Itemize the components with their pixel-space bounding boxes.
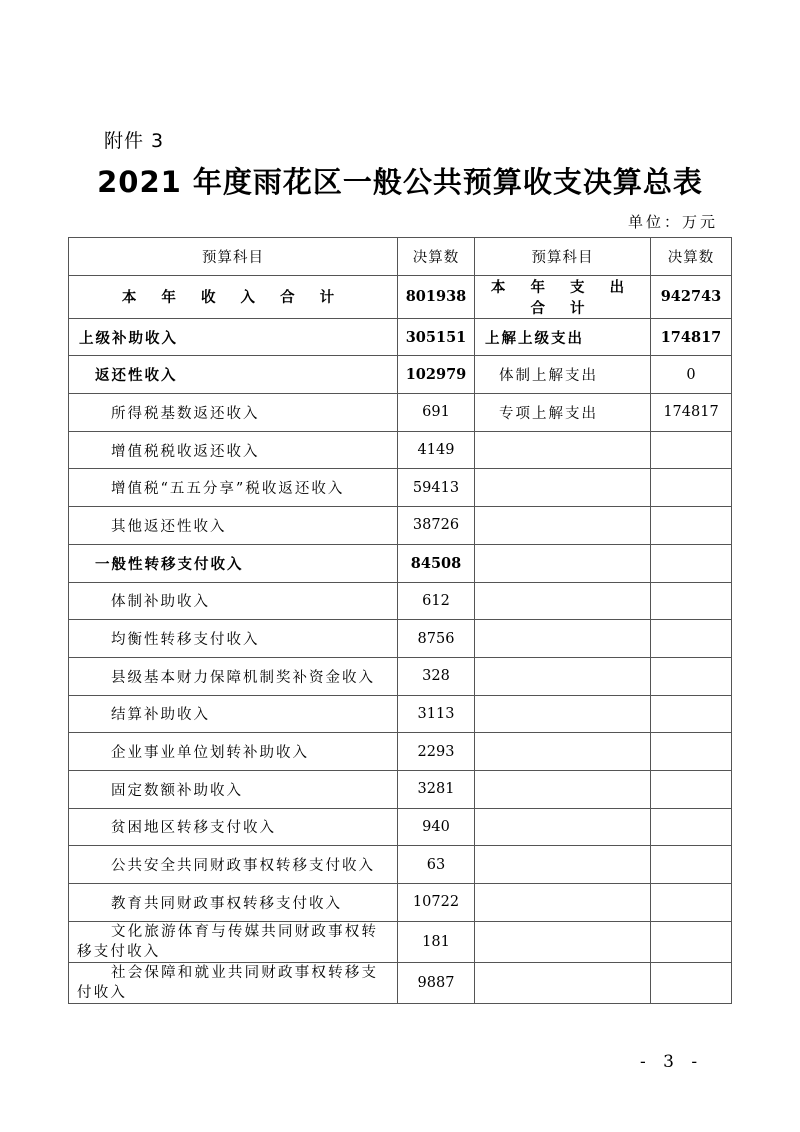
column-header-expense-amount: 决算数 [651,238,732,276]
empty-cell [475,582,651,620]
row-label: 体制上解支出 [475,356,651,394]
row-value: 305151 [398,318,475,356]
table-row [69,884,732,922]
expense-total-label: 本 年 支 出 合 计 [475,275,651,318]
row-label: 所得税基数返还收入 [69,394,398,432]
row-value: 3113 [398,695,475,733]
table-row [69,469,732,507]
row-label: 专项上解支出 [475,394,651,432]
row-value: 59413 [398,469,475,507]
row-label: 固定数额补助收入 [69,770,398,808]
empty-cell [475,846,651,884]
table-row [69,620,732,658]
empty-cell [475,770,651,808]
table-row [69,921,732,962]
row-value: 8756 [398,620,475,658]
income-total-value: 801938 [398,275,475,318]
empty-cell [651,582,732,620]
table-row [69,733,732,771]
empty-cell [651,962,732,1003]
expense-total-value: 942743 [651,275,732,318]
empty-cell [475,808,651,846]
row-label: 体制补助收入 [69,582,398,620]
table-row [69,394,732,432]
row-value: 174817 [651,394,732,432]
row-value: 38726 [398,507,475,545]
row-label: 公共安全共同财政事权转移支付收入 [69,846,398,884]
empty-cell [475,657,651,695]
row-label: 文化旅游体育与传媒共同财政事权转移支付收入 [69,921,398,962]
table-header-row [69,238,732,276]
table-row [69,657,732,695]
row-value: 102979 [398,356,475,394]
empty-cell [651,733,732,771]
empty-cell [475,695,651,733]
column-header-income-amount: 决算数 [398,238,475,276]
row-value: 9887 [398,962,475,1003]
row-value: 3281 [398,770,475,808]
table-row [69,507,732,545]
row-label: 企业事业单位划转补助收入 [69,733,398,771]
empty-cell [475,620,651,658]
page-number: - 3 - [640,1052,704,1072]
row-label: 教育共同财政事权转移支付收入 [69,884,398,922]
row-value: 0 [651,356,732,394]
empty-cell [651,884,732,922]
table-row [69,770,732,808]
empty-cell [651,657,732,695]
table-row [69,962,732,1003]
table-row [69,808,732,846]
row-value: 4149 [398,431,475,469]
table-row-total [69,275,732,318]
empty-cell [651,846,732,884]
table-row [69,318,732,356]
row-value: 181 [398,921,475,962]
table-row [69,582,732,620]
empty-cell [651,921,732,962]
attachment-label: 附件 3 [104,130,165,152]
budget-summary-table [68,237,732,1004]
row-label: 上级补助收入 [69,318,398,356]
row-value: 612 [398,582,475,620]
row-value: 940 [398,808,475,846]
row-label: 结算补助收入 [69,695,398,733]
empty-cell [475,469,651,507]
empty-cell [651,695,732,733]
row-label: 社会保障和就业共同财政事权转移支付收入 [69,962,398,1003]
row-label: 其他返还性收入 [69,507,398,545]
income-total-label: 本 年 收 入 合 计 [69,275,398,318]
empty-cell [651,770,732,808]
row-label: 均衡性转移支付收入 [69,620,398,658]
row-value: 174817 [651,318,732,356]
row-label: 增值税税收返还收入 [69,431,398,469]
table-row [69,695,732,733]
empty-cell [651,507,732,545]
column-header-expense-item: 预算科目 [475,238,651,276]
row-label: 贫困地区转移支付收入 [69,808,398,846]
row-label: 增值税“五五分享”税收返还收入 [69,469,398,507]
empty-cell [651,469,732,507]
empty-cell [651,808,732,846]
empty-cell [475,884,651,922]
empty-cell [475,733,651,771]
row-label: 上解上级支出 [475,318,651,356]
table-row [69,431,732,469]
table-row [69,544,732,582]
table-row [69,356,732,394]
empty-cell [651,544,732,582]
row-value: 10722 [398,884,475,922]
row-label: 一般性转移支付收入 [69,544,398,582]
empty-cell [651,431,732,469]
empty-cell [475,962,651,1003]
unit-label: 单位：万元 [627,213,718,231]
empty-cell [475,544,651,582]
empty-cell [475,431,651,469]
row-value: 328 [398,657,475,695]
row-value: 84508 [398,544,475,582]
row-label: 县级基本财力保障机制奖补资金收入 [69,657,398,695]
row-label: 返还性收入 [69,356,398,394]
empty-cell [475,507,651,545]
empty-cell [475,921,651,962]
column-header-income-item: 预算科目 [69,238,398,276]
page-title: 2021 年度雨花区一般公共预算收支决算总表 [97,165,703,199]
row-value: 691 [398,394,475,432]
table-row [69,846,732,884]
empty-cell [651,620,732,658]
row-value: 63 [398,846,475,884]
row-value: 2293 [398,733,475,771]
